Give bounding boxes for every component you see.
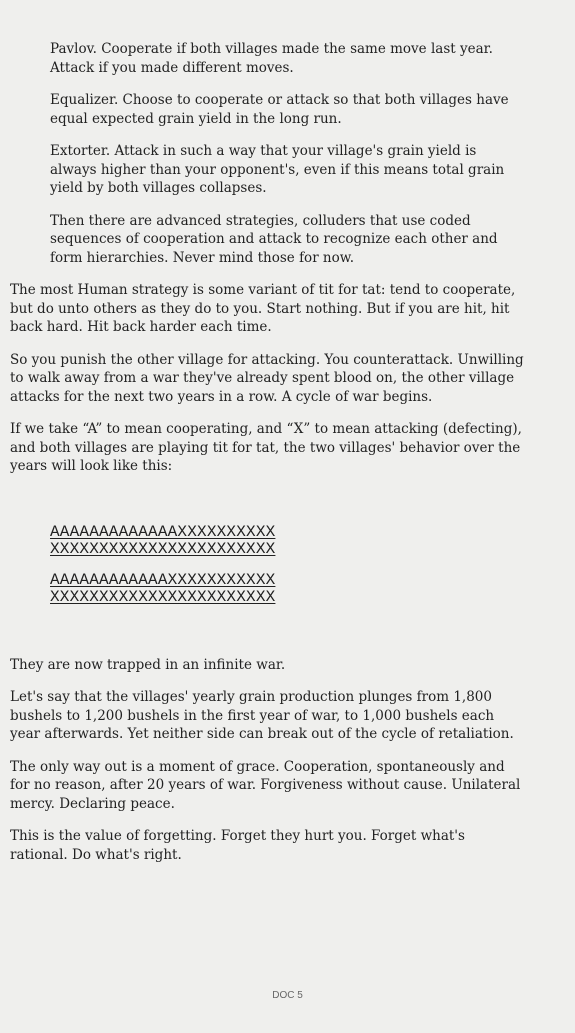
- sequence-line: AAAAAAAAAAAAXXXXXXXXXXX: [50, 570, 276, 589]
- paragraph-notation: If we take “A” to mean cooperating, and “X” to mean attacking (defecting), and both villages are playing tit for tat, the two villages' behavior over the years will look like this:: [10, 421, 522, 474]
- paragraph-grain: Let's say that the villages' yearly grain production plunges from 1,800 bushels to 1,200 bushels in the first year of war, to 1,000 bushels each year afterwards. Yet neither side can break out of the cycle of retaliation.: [10, 689, 514, 742]
- strategy-pavlov: Pavlov. Cooperate if both villages made the same move last year. Attack if you made different moves.: [50, 41, 493, 76]
- sequence-block: [50, 524, 525, 606]
- sequence-line: AAAAAAAAAAAAAXXXXXXXXXX: [50, 522, 276, 541]
- paragraph-grace: The only way out is a moment of grace. Cooperation, spontaneously and for no reason, after 20 years of war. Forgiveness without cause. Unilateral mercy. Declaring peace.: [10, 758, 521, 812]
- page-footer: DOC 5: [272, 990, 303, 1001]
- paragraph-forgetting: This is the value of forgetting. Forget they hurt you. Forget what's rational. Do what's right.: [10, 828, 465, 863]
- strategy-advanced: Then there are advanced strategies, colluders that use coded sequences of cooperation and attack to recognize each other and form hierarchies. Never mind those for now.: [50, 212, 498, 266]
- sequence-group: [50, 524, 525, 558]
- paragraph-infinite-war: They are now trapped in an infinite war.: [10, 656, 286, 673]
- sequence-line: XXXXXXXXXXXXXXXXXXXXXXX: [50, 539, 276, 558]
- strategy-extorter: Extorter. Attack in such a way that your village's grain yield is always higher than your opponent's, even if this means total grain yield by both villages collapses.: [50, 143, 505, 196]
- sequence-group: [50, 572, 525, 606]
- strategy-equalizer: Equalizer. Choose to cooperate or attack so that both villages have equal expected grain yield in the long run.: [50, 92, 509, 127]
- paragraph-punish: So you punish the other village for attacking. You counterattack. Unwilling to walk away from a war they've already spent blood on, the other village attacks for the next two years in a row. A cycle of war begins.: [10, 351, 524, 405]
- sequence-line: XXXXXXXXXXXXXXXXXXXXXXX: [50, 587, 276, 606]
- paragraph-tit-for-tat: The most Human strategy is some variant of tit for tat: tend to cooperate, but do unto others as they do to you. Start nothing. But if you are hit, hit back hard. Hit back harder each time.: [10, 282, 516, 335]
